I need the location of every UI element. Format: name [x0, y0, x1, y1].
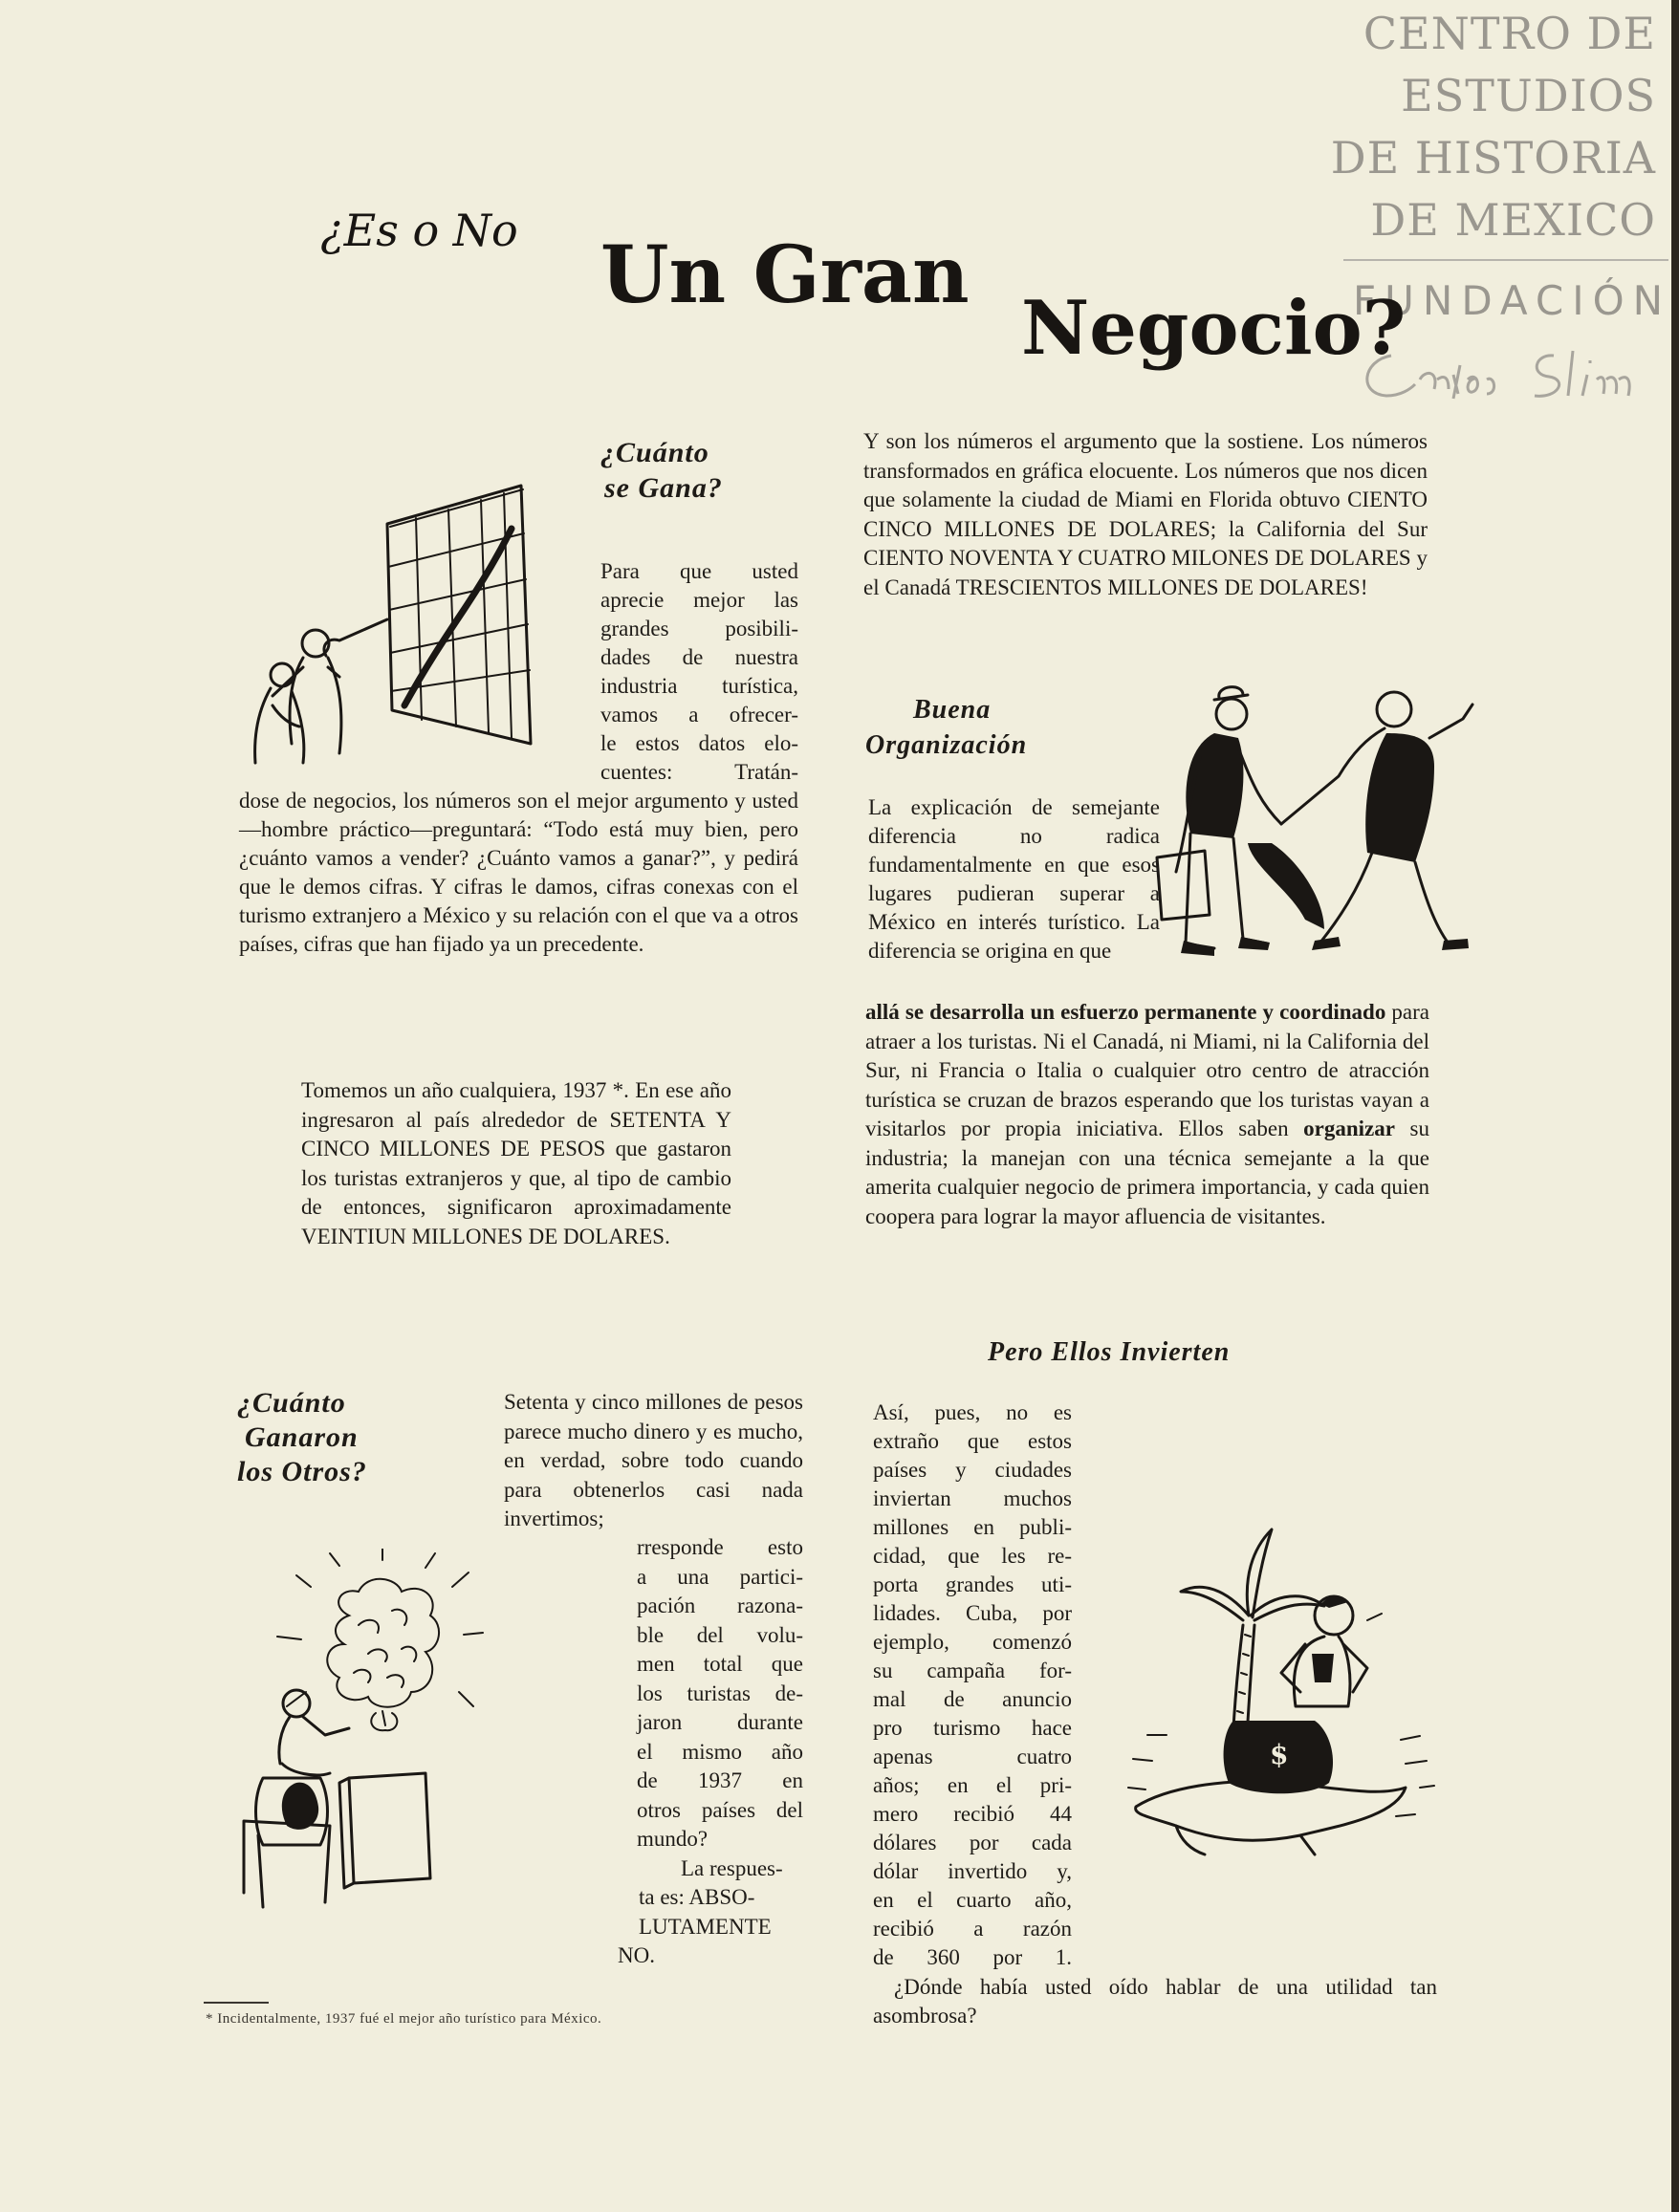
heading-line: Ganaron	[245, 1421, 359, 1453]
answer-line: La respues-	[681, 1855, 783, 1880]
pero-invierten-closing: ¿Dónde había usted oído hablar de una utilidad tan asombrosa?	[873, 1975, 1437, 2028]
text-line: otros países del	[637, 1797, 803, 1822]
text-line: países y ciudades	[873, 1458, 1072, 1482]
answer-line: LUTAMENTE	[639, 1914, 772, 1939]
text-line: el mismo año	[637, 1739, 803, 1764]
title-part-1: ¿Es o No	[320, 205, 518, 256]
cuanto-gana-narrow-column	[600, 557, 798, 787]
text-line: apenas cuatro	[873, 1745, 1072, 1768]
svg-text:$: $	[1270, 1739, 1289, 1770]
text-line: Para que usted	[600, 559, 798, 583]
footnote: * Incidentalmente, 1937 fué el mejor año turístico para México.	[206, 2011, 602, 2027]
text-line: recibió a razón	[873, 1917, 1072, 1941]
text-line: aprecie mejor las	[600, 588, 798, 612]
text-line: industria turística,	[600, 674, 798, 698]
heading-line: se Gana?	[604, 472, 723, 504]
buena-organizacion-narrow-column	[868, 793, 1160, 965]
text-line: pro turismo hace	[873, 1716, 1072, 1740]
text-line: grandes posibili-	[600, 617, 798, 640]
text-line: dades de nuestra	[600, 645, 798, 669]
heading-line: los Otros?	[237, 1456, 367, 1487]
text-line: vamos a ofrecer-	[600, 703, 798, 726]
heading-line: Organización	[865, 730, 1028, 760]
text-line: jaron durante	[637, 1710, 803, 1734]
cuanto-ganaron-narrow-column	[618, 1533, 803, 1971]
heading-cuanto-ganaron	[237, 1386, 367, 1489]
footnote-divider	[204, 2002, 269, 2004]
cuanto-gana-paragraph: dose de negocios, los números son el mejor argumento y usted—hombre práctico—preguntará: “Todo está muy bien, pero ¿cuánto vamos a vender? ¿Cuánto vamos a ganar?”, y pedirá que le demos cifras. Y cifras le damos, cifras conexas con el turismo extranjero a México y su relación con el que va a otros países, cifras que han fijado ya un precedente.	[239, 789, 798, 956]
text-line: de 360 por 1.	[873, 1945, 1072, 1969]
text-line: dólares por cada	[873, 1831, 1072, 1854]
buena-organizacion-paragraph	[865, 998, 1429, 1231]
heading-line: ¿Cuánto	[237, 1387, 346, 1419]
text-line: dólar invertido y,	[873, 1859, 1072, 1883]
text-line: mal de anuncio	[873, 1687, 1072, 1711]
bold-phrase: allá se desarrolla un esfuerzo permanente y coordinado	[865, 1000, 1386, 1024]
heading-cuanto-se-gana	[600, 435, 723, 506]
text-line: cidad, que les re-	[873, 1544, 1072, 1568]
text-run: su industria; la manejan con una técnica semejante a la que amerita cualquier negocio de primera importancia, y cada quien coopera para lograr la mayor afluencia de visitantes.	[865, 1117, 1429, 1228]
text-line: lidades. Cuba, por	[873, 1601, 1072, 1625]
pero-invierten-narrow-column	[873, 1399, 1072, 1972]
numeros-paragraph: Y son los números el argumento que la sostiene. Los números transformados en gráfica elocuente. Los números que nos dicen que solamente la ciudad de Miami en Florida obtuvo CIENTO CINCO MILLONES DE DOLARES; la California del Sur CIENTO NOVENTA Y CUATRO MILONES DE DOLARES y el Canadá TRESCIENTOS MILLONES DE DOLARES!	[863, 429, 1428, 599]
text-line: millones en publi-	[873, 1515, 1072, 1539]
heading-line: ¿Cuánto	[600, 437, 709, 468]
heading-pero-ellos-invierten: Pero Ellos Invierten	[988, 1337, 1231, 1367]
title-part-3: Negocio?	[1021, 285, 1406, 372]
watermark-line-2: ESTUDIOS	[1401, 70, 1656, 121]
bold-word: organizar	[1303, 1117, 1395, 1140]
watermark-line-4: DE MEXICO	[1370, 194, 1656, 246]
text-line: mero recibió 44	[873, 1802, 1072, 1826]
title-part-2: Un Gran	[600, 229, 970, 321]
text-line: men total que	[637, 1652, 803, 1676]
answer-line: ta es: ABSO-	[639, 1885, 755, 1909]
watermark-foundation: FUNDACIÓN	[1353, 277, 1672, 324]
text-line: mundo?	[637, 1827, 709, 1851]
text-line: los turistas de-	[637, 1681, 803, 1705]
watermark-line-3: DE HISTORIA	[1330, 132, 1656, 184]
text-line: rresponde esto	[637, 1535, 803, 1559]
text-line: inviertan muchos	[873, 1486, 1072, 1510]
text-line: ble del volu-	[637, 1622, 803, 1647]
text-line: ejemplo, comenzó	[873, 1630, 1072, 1654]
text-line: pación razona-	[637, 1594, 803, 1617]
answer-line: NO.	[618, 1943, 655, 1967]
tourists-walking-illustration	[1147, 681, 1501, 987]
text-run: La explicación de semejante diferencia no radica fundamentalmente en que esos lugares pudieran superar a México en interés turístico. La diferencia se origina en que	[868, 795, 1160, 963]
text-line: extraño que estos	[873, 1429, 1072, 1453]
text-line: años; en el pri-	[873, 1773, 1072, 1797]
text-line: Así, pues, no es	[873, 1400, 1072, 1424]
text-run: para atraer a los turistas. Ni el Canadá, ni Miami, ni la California del Sur, ni Francia o Italia o cualquier otro centro de atracción turística se cruzan de brazos esperando que los turistas vayan a visitarlos por propia iniciativa. Ellos saben	[865, 1000, 1429, 1140]
chart-presenter-illustration	[244, 476, 550, 768]
heading-buena-organizacion	[865, 692, 1027, 763]
palm-island-illustration	[1109, 1510, 1453, 1874]
heading-line: Buena	[913, 695, 992, 725]
text-line: su campaña for-	[873, 1659, 1072, 1682]
watermark-line-1: CENTRO DE	[1363, 8, 1656, 59]
text-line: a una partici-	[637, 1564, 803, 1589]
year-1937-paragraph: Tomemos un año cualquiera, 1937 *. En ese año ingresaron al país alrededor de SETENTA Y CINCO MILLONES DE PESOS que gastaron los turistas extranjeros y que, al tipo de cambio de entonces, significaron aproximadamente VEINTIUN MILLONES DE DOLARES.	[301, 1078, 731, 1248]
money-pile-illustration	[206, 1549, 617, 1921]
text-line: le estos datos elo-	[600, 731, 798, 755]
cuanto-ganaron-top-paragraph: Setenta y cinco millones de pesos parece mucho dinero y es mucho, en verdad, sobre todo cuando para obtenerlos casi nada invertimos;	[504, 1390, 803, 1530]
text-line: de 1937 en	[637, 1768, 803, 1792]
text-line: en el cuarto año,	[873, 1888, 1072, 1912]
watermark-divider	[1343, 259, 1668, 261]
text-line: cuentes: Tratán-	[600, 760, 798, 784]
text-line: porta grandes uti-	[873, 1572, 1072, 1596]
